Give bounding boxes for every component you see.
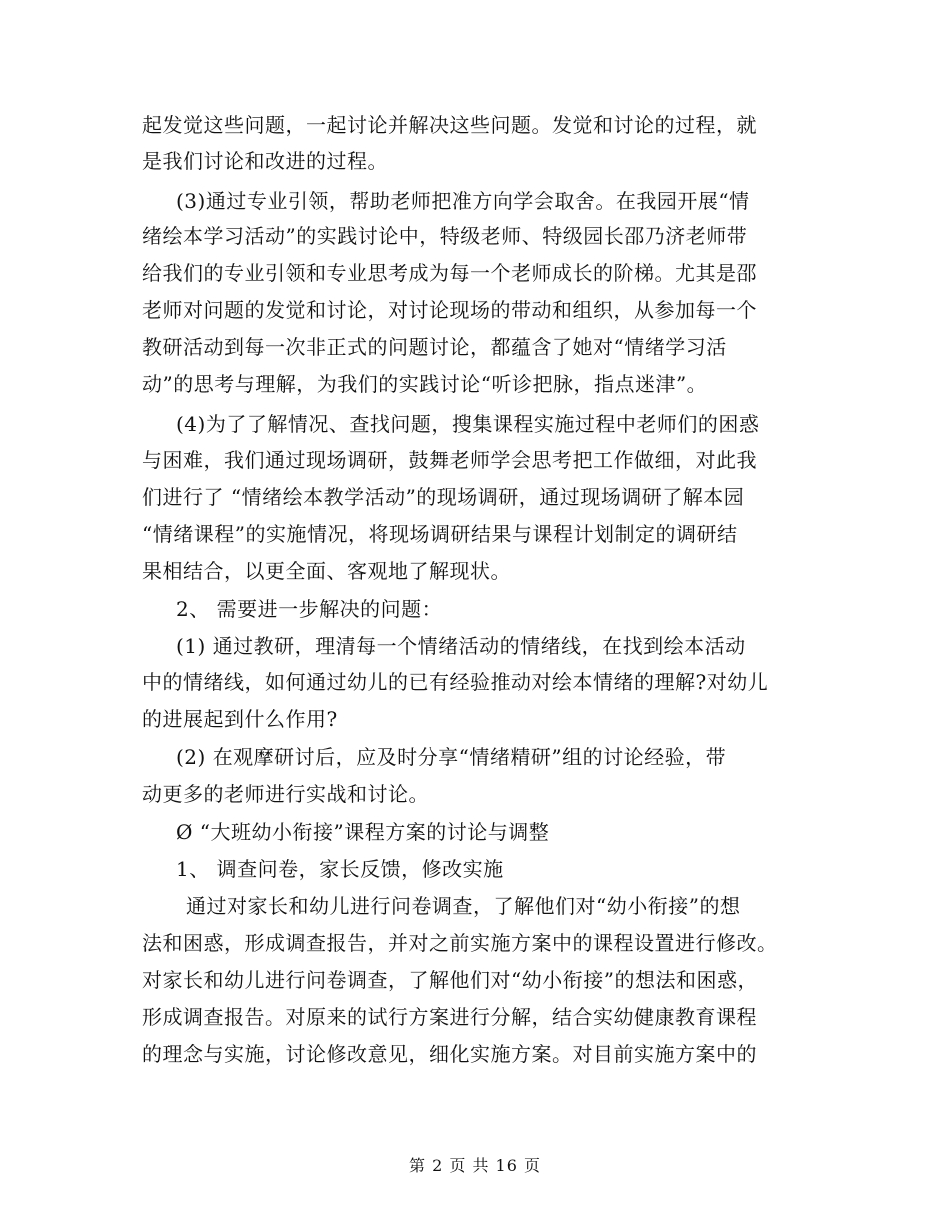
text-line: 的理念与实施，讨论修改意见，细化实施方案。对目前实施方案中的: [142, 1042, 757, 1066]
text-line: 中的情绪线，如何通过幼儿的已有经验推动对绘本情绪的理解?对幼儿: [142, 670, 769, 694]
text-line: 动”的思考与理解，为我们的实践讨论“听诊把脉，指点迷津”。: [142, 372, 708, 396]
text-line: 是我们讨论和改进的过程。: [142, 149, 388, 173]
text-line: 给我们的专业引领和专业思考成为每一个老师成长的阶梯。尤其是邵: [142, 261, 757, 285]
text-line: 老师对问题的发觉和讨论，对讨论现场的带动和组织，从参加每一个: [142, 298, 757, 322]
text-line: “情绪课程”的实施情况，将现场调研结果与课程计划制定的调研结: [142, 522, 738, 546]
text-line: 法和困惑，形成调查报告，并对之前实施方案中的课程设置进行修改。: [142, 931, 778, 955]
text-line: 通过对家长和幼儿进行问卷调查，了解他们对“幼小衔接”的想: [186, 894, 741, 918]
text-line: 对家长和幼儿进行问卷调查，了解他们对“幼小衔接”的想法和困惑，: [142, 968, 758, 992]
page-number-footer: 第 2 页 共 16 页: [409, 1156, 541, 1175]
text-line: 形成调查报告。对原来的试行方案进行分解，结合实幼健康教育课程: [142, 1005, 757, 1029]
text-line: 的进展起到什么作用?: [142, 707, 338, 731]
text-line: 教研活动到每一次非正式的问题讨论，都蕴含了她对“情绪学习活: [142, 335, 727, 359]
text-line: 果相结合，以更全面、客观地了解现状。: [142, 559, 511, 583]
section-heading: Ø “大班幼小衔接”课程方案的讨论与调整: [176, 820, 550, 844]
text-line: (1) 通过教研，理清每一个情绪活动的情绪线，在找到绘本活动: [176, 634, 746, 658]
section-heading: 2、 需要进一步解决的问题：: [176, 597, 443, 621]
section-heading: 1、 调查问卷，家长反馈，修改实施: [176, 857, 504, 881]
text-line: (3)通过专业引领，帮助老师把准方向学会取舍。在我园开展“情: [176, 189, 750, 213]
text-line: 绪绘本学习活动”的实践讨论中，特级老师、特级园长邵乃济老师带: [142, 224, 748, 248]
text-line: 们进行了 “情绪绘本教学活动”的现场调研，通过现场调研了解本园: [142, 485, 745, 509]
text-line: 起发觉这些问题，一起讨论并解决这些问题。发觉和讨论的过程，就: [142, 113, 757, 137]
text-line: 与困难，我们通过现场调研，鼓舞老师学会思考把工作做细，对此我: [142, 448, 757, 472]
text-line: 动更多的老师进行实战和讨论。: [142, 782, 429, 806]
text-line: (2) 在观摩研讨后，应及时分享“情绪精研”组的讨论经验，带: [176, 745, 727, 769]
text-line: (4)为了了解情况、查找问题，搜集课程实施过程中老师们的困惑: [176, 412, 760, 436]
